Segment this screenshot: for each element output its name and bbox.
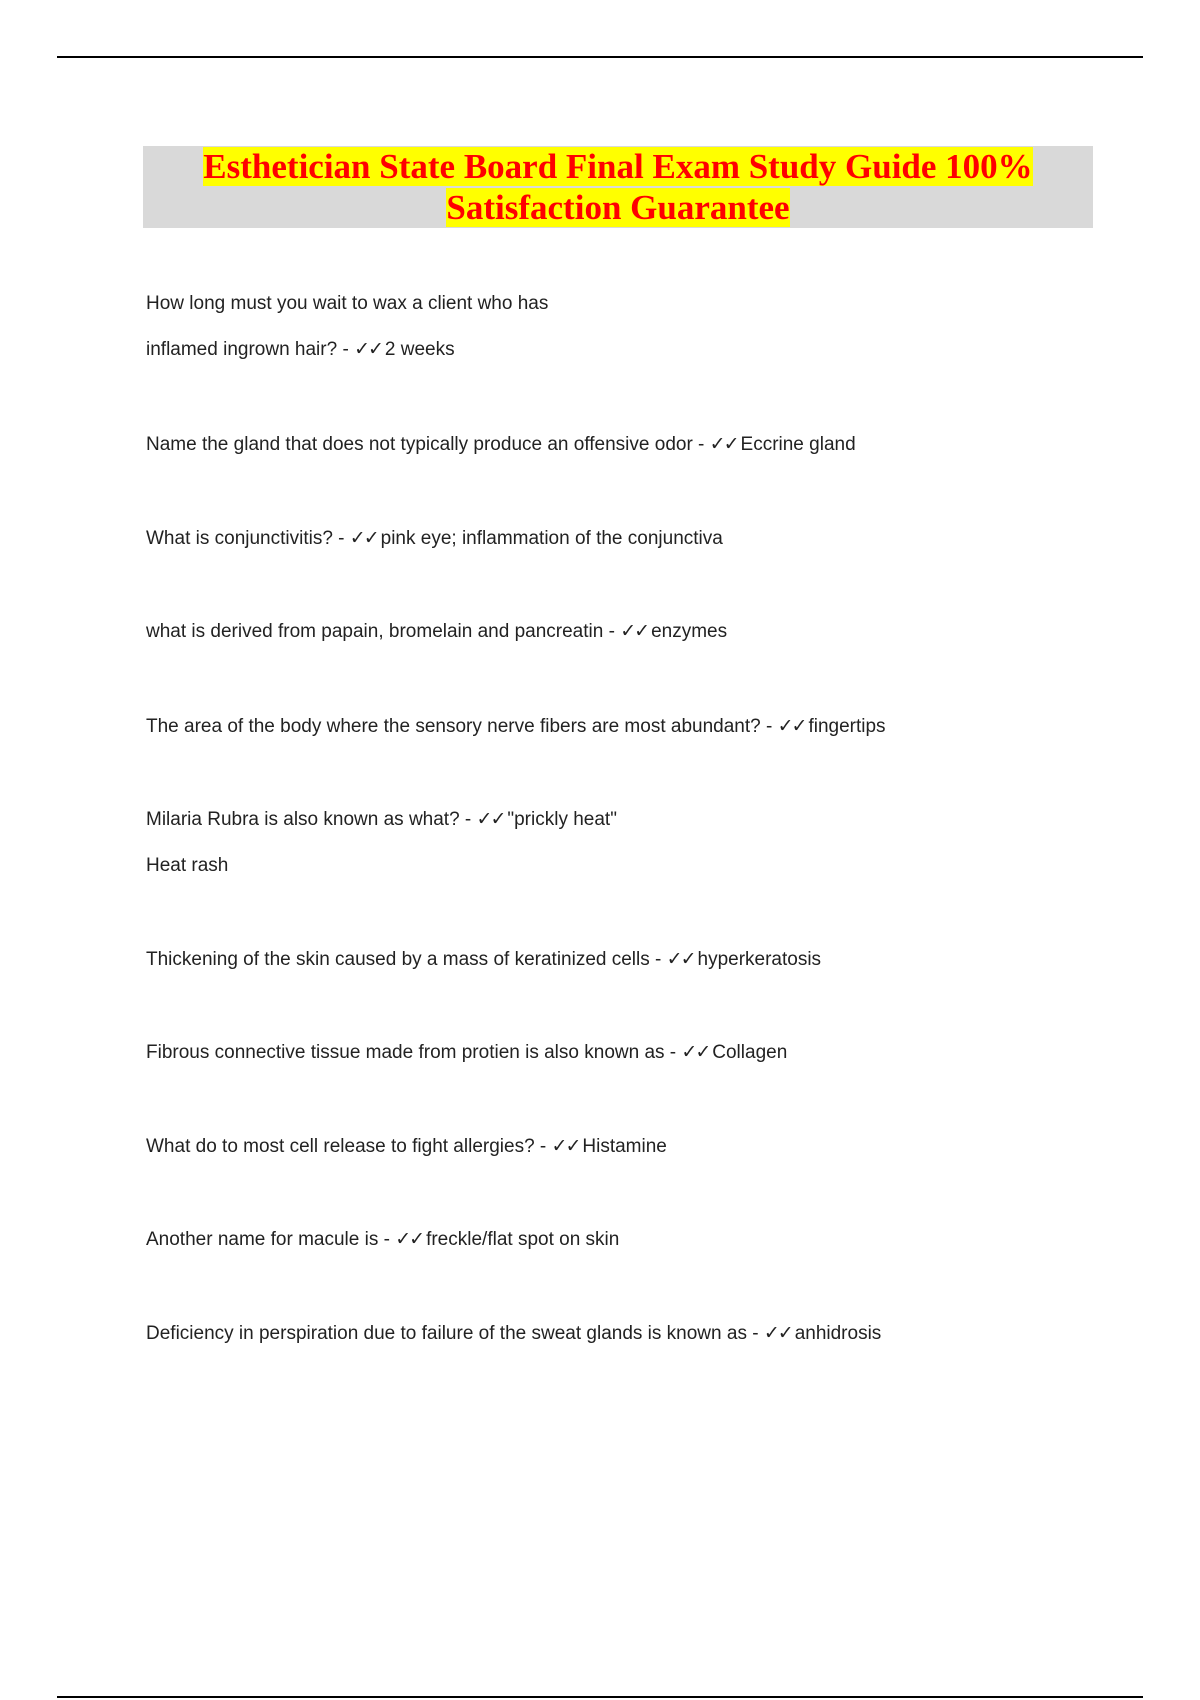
check-icon: ✓✓	[395, 1229, 424, 1250]
answer: Eccrine gland	[740, 434, 856, 455]
answer: "prickly heat"	[507, 809, 617, 830]
check-icon: ✓✓	[551, 1136, 580, 1157]
question: The area of the body where the sensory nerve fibers are most abundant?	[146, 716, 761, 737]
answer: freckle/flat spot on skin	[426, 1229, 620, 1250]
top-rule	[57, 56, 1143, 58]
qa-item-9: What do to most cell release to fight allergies? - ✓✓ Histamine	[146, 1136, 667, 1157]
question: Name the gland that does not typically produce an offensive odor	[146, 434, 693, 455]
answer: 2 weeks	[384, 339, 455, 360]
answer: fingertips	[808, 716, 886, 737]
answer-line-2: Heat rash	[146, 855, 229, 876]
check-icon: ✓✓	[666, 949, 695, 970]
qa-item-1	[146, 292, 548, 362]
check-icon: ✓✓	[476, 809, 505, 830]
title-line-1: Esthetician State Board Final Exam Study Guide 100%	[203, 147, 1033, 186]
answer: pink eye; inflammation of the conjunctiva	[380, 528, 723, 549]
question: Thickening of the skin caused by a mass of keratinized cells	[146, 949, 650, 970]
bottom-rule	[57, 1696, 1143, 1698]
question: Milaria Rubra is also known as what?	[146, 809, 460, 830]
answer: anhidrosis	[794, 1323, 882, 1344]
question: How long must you wait to wax a client who has	[146, 293, 549, 314]
question: What do to most cell release to fight allergies?	[146, 1136, 535, 1157]
check-icon: ✓✓	[763, 1323, 792, 1344]
question: what is derived from papain, bromelain and pancreatin	[146, 621, 604, 642]
check-icon: ✓✓	[620, 621, 649, 642]
title-block	[143, 146, 1093, 228]
qa-item-6: Milaria Rubra is also known as what? - ✓✓ "prickly heat" Heat rash	[146, 809, 617, 876]
qa-item-11: Deficiency in perspiration due to failure of the sweat glands is known as - ✓✓ anhidrosis	[146, 1323, 882, 1344]
answer: Histamine	[582, 1136, 667, 1157]
question: Deficiency in perspiration due to failure of the sweat glands is known as	[146, 1323, 747, 1344]
question-line-2: inflamed ingrown hair? - ✓✓ 2 weeks	[146, 339, 455, 360]
check-icon: ✓✓	[349, 528, 378, 549]
answer: enzymes	[651, 621, 728, 642]
answer: hyperkeratosis	[697, 949, 822, 970]
check-icon: ✓✓	[681, 1042, 710, 1063]
qa-item-8: Fibrous connective tissue made from protien is also known as - ✓✓ Collagen	[146, 1042, 788, 1063]
question: What is conjunctivitis?	[146, 528, 333, 549]
question: Another name for macule is	[146, 1229, 379, 1250]
qa-item-7: Thickening of the skin caused by a mass of keratinized cells - ✓✓ hyperkeratosis	[146, 949, 822, 970]
answer: Collagen	[712, 1042, 788, 1063]
check-icon: ✓✓	[777, 716, 806, 737]
qa-item-3: What is conjunctivitis? - ✓✓ pink eye; inflammation of the conjunctiva	[146, 528, 723, 549]
qa-item-10: Another name for macule is - ✓✓ freckle/flat spot on skin	[146, 1229, 620, 1250]
title-line-2: Satisfaction Guarantee	[446, 188, 790, 227]
qa-item-2: Name the gland that does not typically produce an offensive odor - ✓✓ Eccrine gland	[146, 434, 856, 455]
qa-item-5: The area of the body where the sensory nerve fibers are most abundant? - ✓✓ fingertips	[146, 716, 886, 737]
question: Fibrous connective tissue made from protien is also known as	[146, 1042, 665, 1063]
check-icon: ✓✓	[709, 434, 738, 455]
qa-item-4: what is derived from papain, bromelain and pancreatin - ✓✓ enzymes	[146, 621, 728, 642]
check-icon: ✓✓	[354, 339, 382, 360]
